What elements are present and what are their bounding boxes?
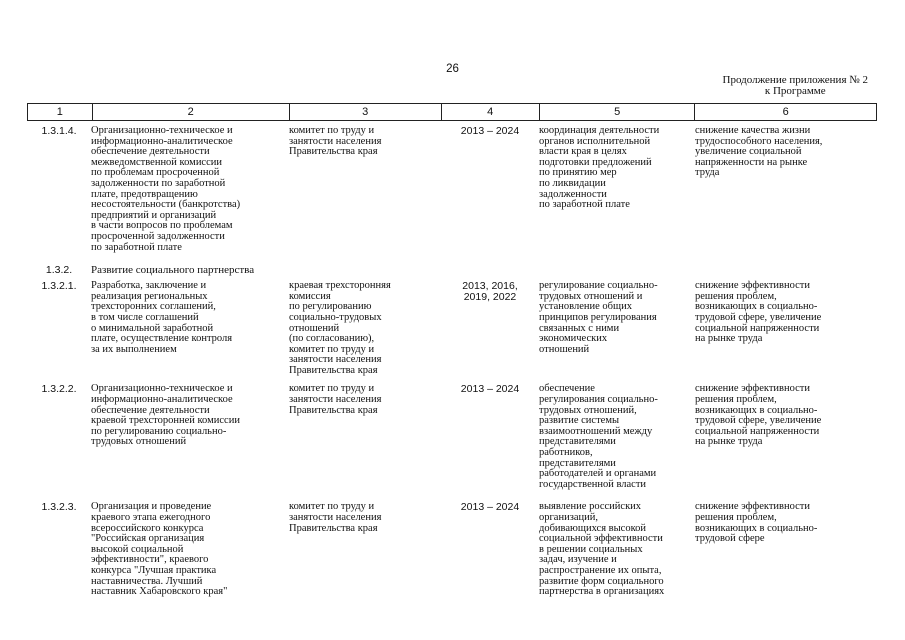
- table-row: [27, 384, 877, 490]
- column-header-6: 6: [695, 104, 877, 121]
- executor-cell: комитет по труду и занятости населения Правительства края: [289, 501, 382, 534]
- appendix-caption: [723, 75, 868, 97]
- table-row: [27, 281, 877, 376]
- executor-cell: комитет по труду и занятости населения Правительства края: [289, 383, 382, 416]
- appendix-line-2: к Программе: [764, 85, 826, 97]
- column-header-row: [28, 104, 877, 121]
- activity-cell: Разработка, заключение и реализация региональных трехсторонних соглашений, в том числе соглашений о минимальной заработной плате, осуществление контроля за их выполнением: [91, 280, 233, 355]
- consequence-cell: снижение качества жизни трудоспособного населения, увеличение социальной напряженности на рынке труда: [695, 125, 823, 179]
- years-cell: 2013 – 2024: [460, 501, 520, 514]
- years-cell: 2013 – 2024: [460, 125, 520, 137]
- consequence-cell: снижение эффективности решения проблем, возникающих в социально- трудовой сфере: [695, 501, 818, 545]
- table-row: [27, 265, 877, 276]
- activity-cell: Организационно-техническое и информационно-аналитическое обеспечение деятельности межведомственной комиссии по проблемам просроченной задолженности по заработной плате, предотвращению несостоятельности (банкротства) предприятий и организаций в части вопросов по проблемам просроченной задолженности по заработной плате: [91, 125, 241, 253]
- column-header-5: 5: [539, 104, 695, 121]
- result-cell: обеспечение регулирования социально- трудовых отношений, развитие системы взаимоотношений между представителями работников, представителями работодателей и органами государственной власти: [539, 383, 658, 490]
- column-header-2: 2: [92, 104, 289, 121]
- row-number: 1.3.2.2.: [41, 383, 77, 396]
- executor-cell: комитет по труду и занятости населения Правительства края: [289, 125, 382, 158]
- result-cell: выявление российских организаций, добивающихся высокой социальной эффективности в решении социальных задач, изучение и распространение их опыта, развитие форм социального партнерства в организациях: [539, 501, 665, 598]
- column-header-4: 4: [441, 104, 539, 121]
- row-number: 1.3.2.: [45, 264, 73, 277]
- row-number: 1.3.1.4.: [41, 125, 77, 137]
- column-header-1: 1: [28, 104, 93, 121]
- years-cell: 2013 – 2024: [460, 383, 520, 396]
- column-header-3: 3: [289, 104, 441, 121]
- activity-cell: Организационно-техническое и информационно-аналитическое обеспечение деятельности краевой трехсторонней комиссии по регулированию социально- трудовых отношений: [91, 383, 240, 448]
- column-header-table: [27, 103, 877, 121]
- page-number: 26: [446, 63, 459, 75]
- result-cell: координация деятельности органов исполнительной власти края в целях подготовки предложений по принятию мер по ликвидации задолженности по заработной плате: [539, 125, 660, 211]
- result-cell: регулирование социально- трудовых отношений и установление общих принципов регулирования связанных с ними экономических отношений: [539, 280, 658, 355]
- program-table: [27, 126, 877, 598]
- table-row: [27, 126, 877, 253]
- activity-cell: Организация и проведение краевого этапа ежегодного всероссийского конкурса "Российская организация высокой социальной эффективности", краевого конкурса "Лучшая практика наставничества. Лучший наставник Хабаровского края": [91, 501, 228, 598]
- executor-cell: краевая трехсторонняя комиссия по регулированию социально-трудовых отношений (по согласованию), комитет по труду и занятости населения Правительства края: [289, 280, 391, 376]
- row-number: 1.3.2.3.: [41, 501, 77, 514]
- table-row: [27, 502, 877, 597]
- appendix-line-1: Продолжение приложения № 2: [722, 74, 868, 86]
- consequence-cell: снижение эффективности решения проблем, возникающих в социально- трудовой сфере, увеличение социальной напряженности на рынке труда: [695, 383, 822, 448]
- years-cell: 2013, 2016, 2019, 2022: [462, 280, 518, 304]
- section-title: Развитие социального партнерства: [91, 264, 255, 277]
- consequence-cell: снижение эффективности решения проблем, возникающих в социально- трудовой сфере, увеличение социальной напряженности на рынке труда: [695, 280, 822, 345]
- row-number: 1.3.2.1.: [41, 280, 77, 293]
